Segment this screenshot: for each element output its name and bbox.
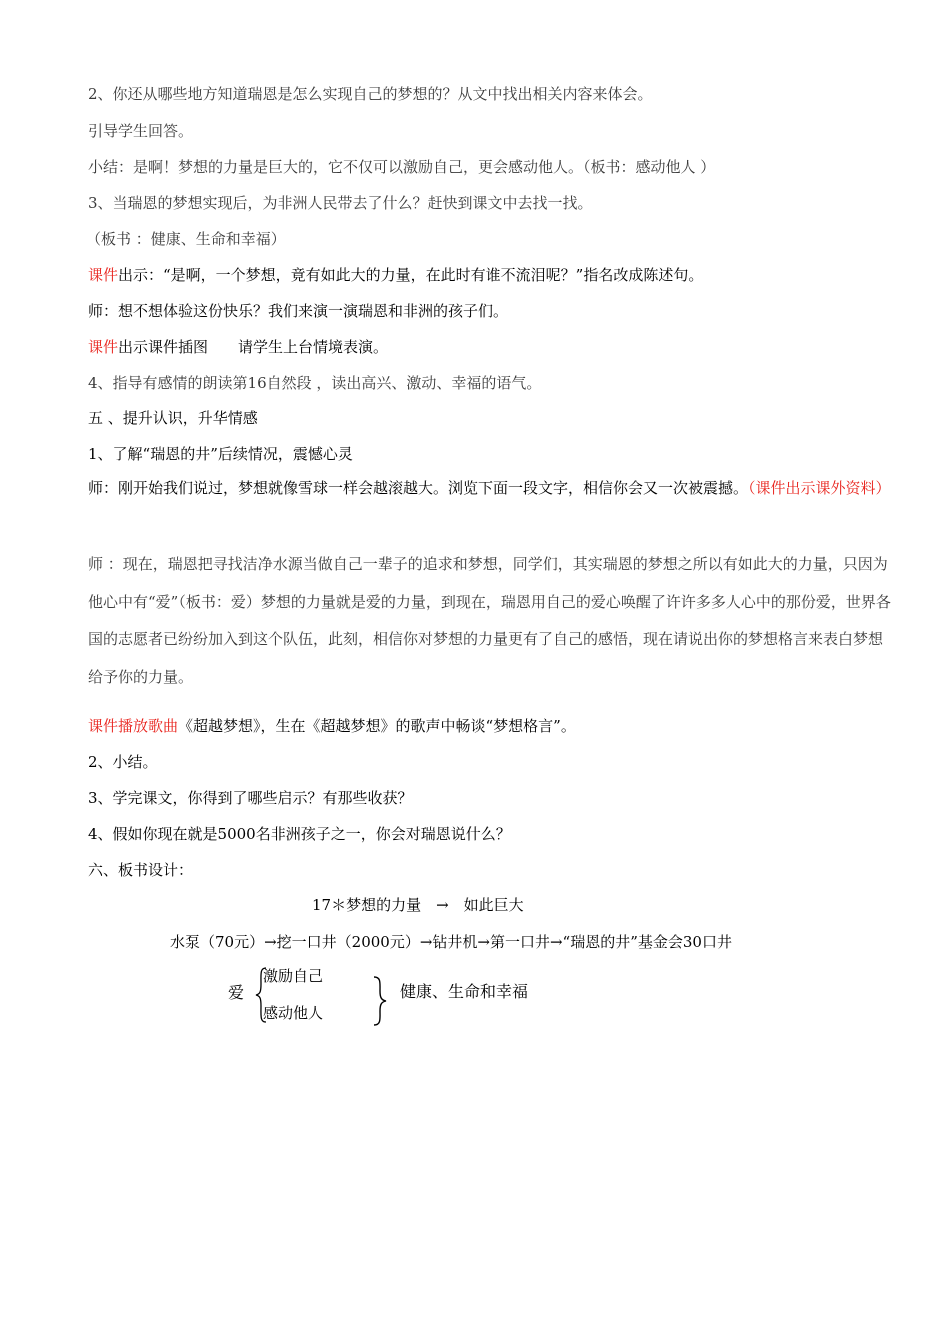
question-4-reading: 4、指导有感情的朗读第16自然段 ，读出高兴、激动、幸福的语气。 [88,374,542,392]
courseware-text: 出示：“是啊，一个梦想，竟有如此大的力量，在此时有谁不流泪呢？”指名改成陈述句。 [118,266,704,284]
guide-answer: 引导学生回答。 [88,122,194,140]
courseware-song-line [88,716,576,736]
summary-line: 小结：是啊！梦想的力量是巨大的，它不仅可以激励自己，更会感动他人。（板书：感动他人 ） [88,158,716,176]
courseware-song-text: 《超越梦想》，生在《超越梦想》的歌声中畅谈“梦想格言”。 [178,717,576,735]
courseware-text: 出示课件插图 请学生上台情境表演。 [118,338,389,356]
board-title: 17＊梦想的力量 → 如此巨大 [312,896,524,914]
courseware-show-line [88,265,703,285]
board-item-touch: 感动他人 [263,1004,324,1022]
courseware-song-label: 课件播放歌曲 [88,717,179,735]
courseware-label: 课件 [88,338,119,356]
summary-2: 2、小结。 [88,753,158,771]
teacher-line-experience: 师：想不想体验这份快乐？我们来演一演瑞恩和非洲的孩子们。 [88,302,509,320]
board-result: 健康、生命和幸福 [400,982,529,1001]
courseware-extra-note: （课件出示课外资料） [748,479,891,497]
teacher-paragraph-love: 师 ：现在，瑞恩把寻找洁净水源当做自己一辈子的追求和梦想，同学们，其实瑞恩的梦想之所以有如此大的力量，只因为他心中有“爱”（板书：爱）梦想的力量就是爱的力量，到现在，瑞恩用自己的爱心唤醒了许许多多人心中的那份爱，世界各国的志愿者已纷纷加入到这个队伍，此刻，相信你对梦想的力量更有了自己的感悟，现在请说出你的梦想格言来表白梦想给予你的力量。 [88,555,891,686]
board-item-motivate: 激励自己 [263,967,324,985]
teacher-text: 师：刚开始我们说过，梦想就像雪球一样会越滚越大。浏览下面一段文字，相信你会又一次被震撼。 [88,479,749,497]
courseware-image-line [88,337,388,357]
question-4b: 4、假如你现在就是5000名非洲孩子之一，你会对瑞恩说什么？ [88,825,511,843]
teacher-line-snowball [88,470,898,507]
question-3: 3、当瑞恩的梦想实现后，为非洲人民带去了什么？赶快到课文中去找一找。 [88,194,593,212]
courseware-label: 课件 [88,266,119,284]
question-2: 2、你还从哪些地方知道瑞恩是怎么实现自己的梦想的？从文中找出相关内容来体会。 [88,85,653,103]
section-five-heading: 五 、提升认识，升华情感 [88,409,258,427]
board-note-health: （板书 ：健康、生命和幸福） [86,230,286,248]
right-brace-icon [372,975,388,1027]
question-3b: 3、学完课文，你得到了哪些启示？有那些收获？ [88,789,413,807]
section-six-heading: 六、板书设计： [88,861,194,879]
board-love: 爱 [228,983,245,1002]
subsection-1: 1、了解“瑞恩的井”后续情况，震憾心灵 [88,445,353,463]
board-chain: 水泵（70元）→挖一口井（2000元）→钻井机→第一口井→“瑞恩的井”基金会30口井 [170,933,732,951]
